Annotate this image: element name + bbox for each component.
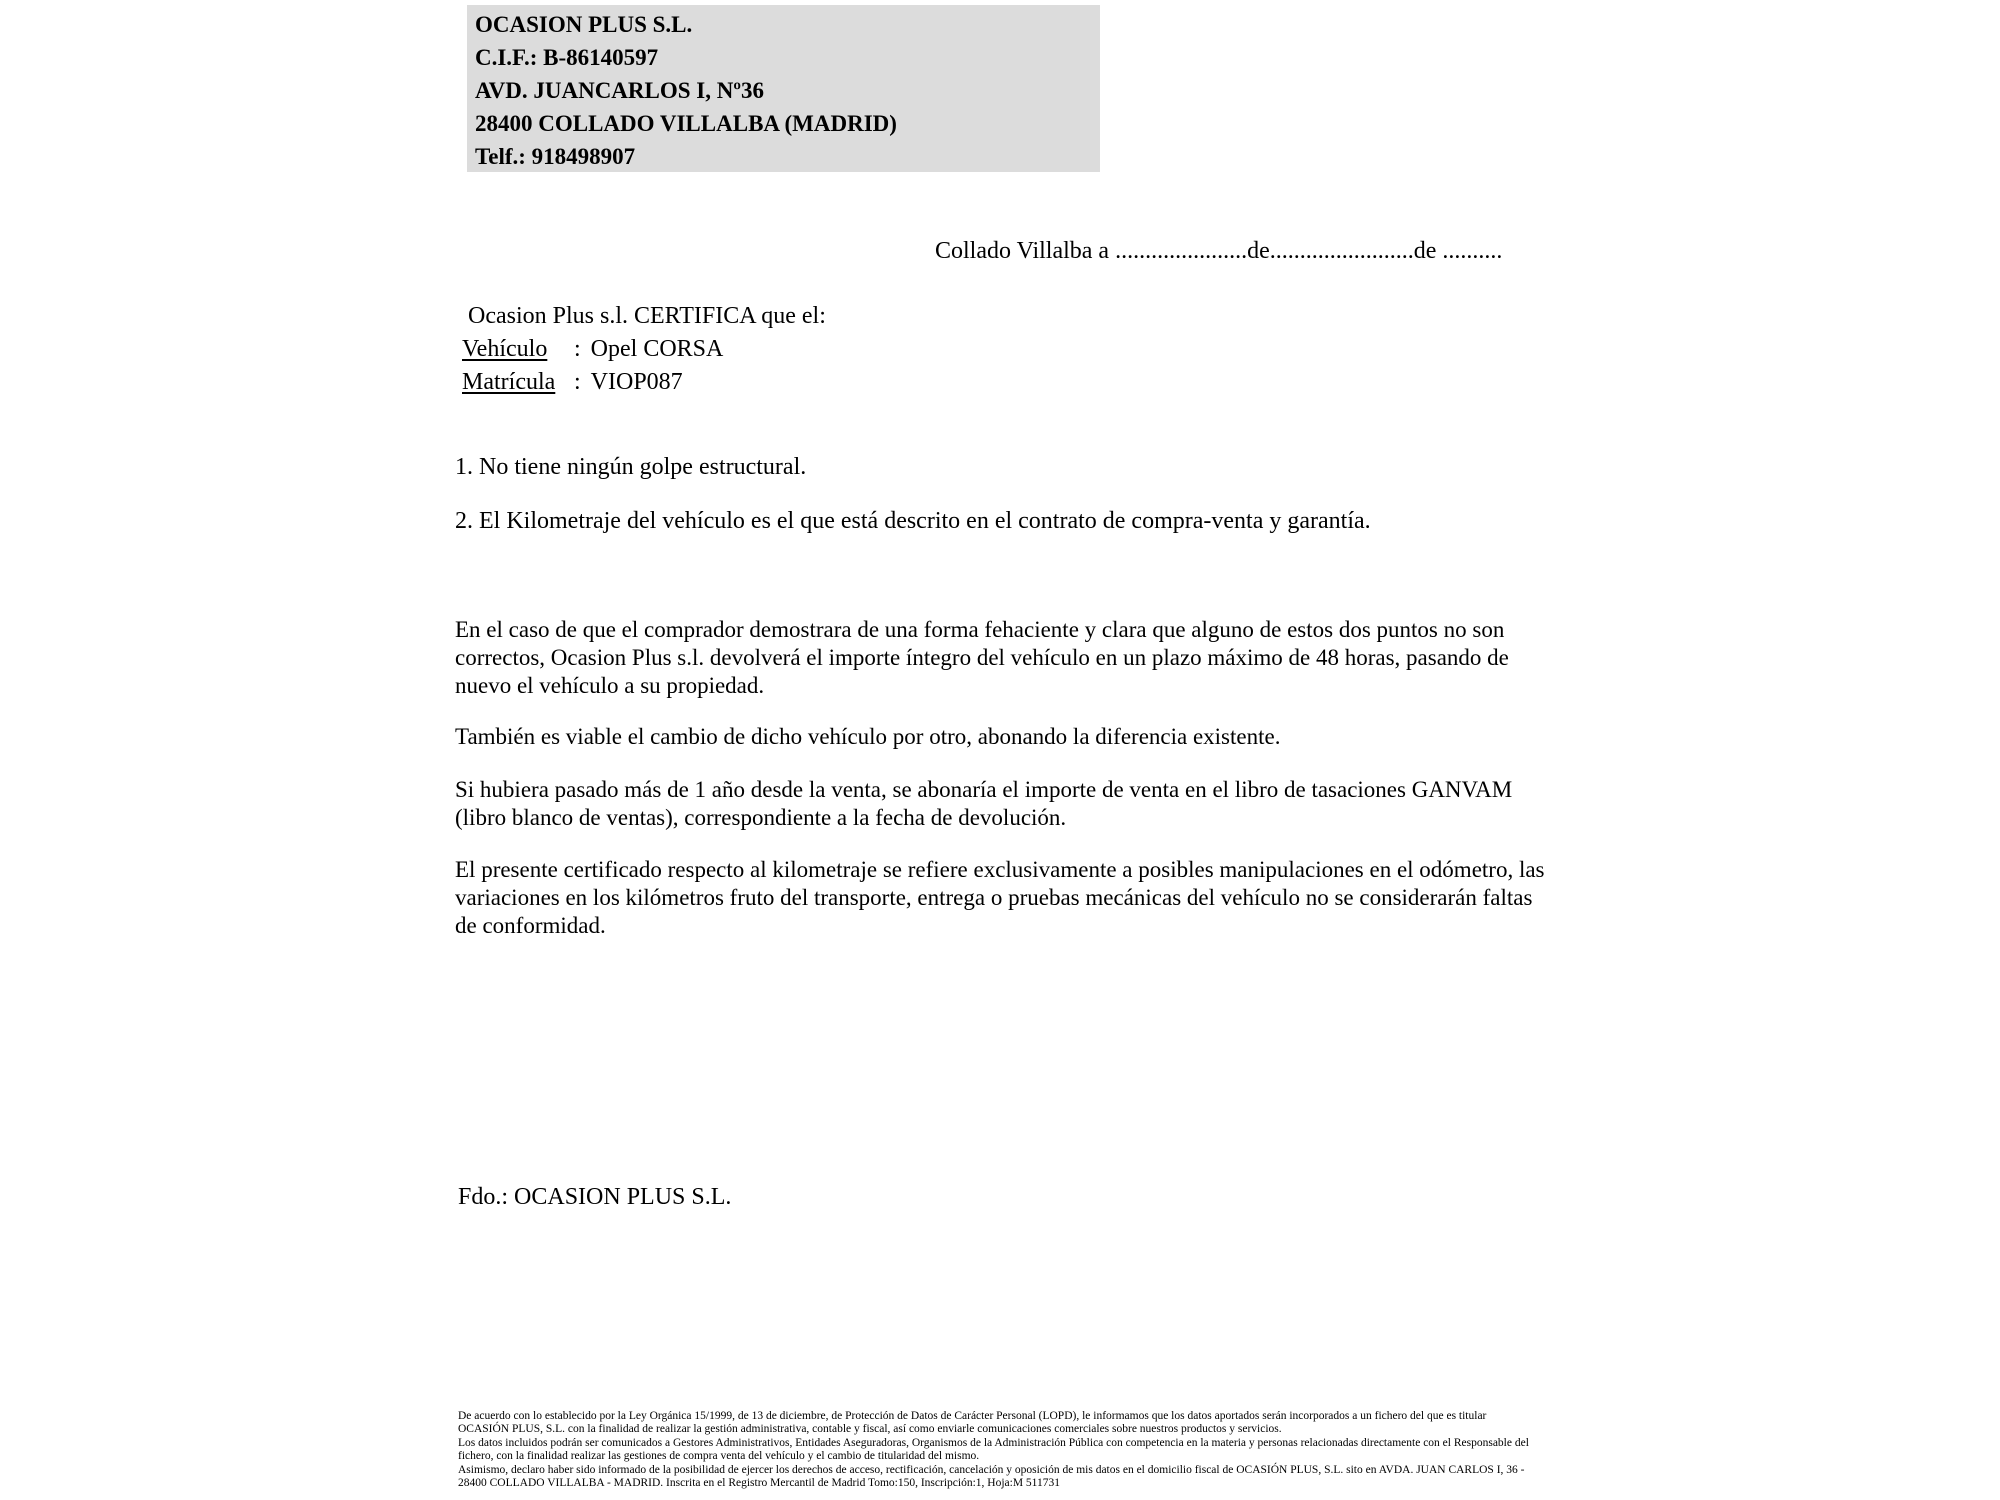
company-name: OCASION PLUS S.L. — [475, 12, 693, 37]
legal-footer-rights: Asimismo, declaro haber sido informado de la posibilidad de ejercer los derechos de acceso, rectificación, cancelación y oposición de mis datos en el domicilio fiscal de OCASIÓN PLUS, S.L. sito en AVDA. JUAN CARLOS I, 36 - 28400 COLLADO VILLALBA - MADRID. Inscrita en el Registro Mercantil de Madrid Tomo:150, Inscripción:1, Hoja:M 511731 — [458, 1463, 1525, 1490]
place-date-line: Collado Villalba a ......................de........................de .......... — [935, 238, 1503, 264]
plate-field-label: Matrícula — [462, 369, 556, 395]
certification-block — [462, 300, 826, 399]
point-2: 2. El Kilometraje del vehículo es el que está descrito en el contrato de compra-venta y garantía. — [455, 508, 1371, 534]
company-cif: C.I.F.: B-86140597 — [475, 45, 659, 70]
vehicle-field-row — [462, 333, 826, 366]
vehicle-field-label: Vehículo — [462, 336, 548, 362]
company-city: 28400 COLLADO VILLALBA (MADRID) — [475, 111, 897, 136]
certification-intro: Ocasion Plus s.l. CERTIFICA que el: — [468, 303, 826, 329]
vehicle-field-value: Opel CORSA — [590, 336, 724, 362]
vehicle-field-separator: : — [574, 336, 581, 362]
paragraph-exchange-clause: También es viable el cambio de dicho vehículo por otro, abonando la diferencia existente. — [455, 724, 1281, 749]
legal-footer-data-sharing: Los datos incluidos podrán ser comunicados a Gestores Administrativos, Entidades Aseguradoras, Organismos de la Administración Pública con competencia en la materia y personas relacionadas directamente con el Responsable del fichero, con la finalidad realizar las gestiones de compra venta del vehículo y el cambio de titularidad del mismo. — [458, 1436, 1529, 1463]
plate-field-separator: : — [574, 369, 581, 395]
plate-field-row — [462, 366, 826, 399]
point-1: 1. No tiene ningún golpe estructural. — [455, 454, 807, 480]
company-phone: Telf.: 918498907 — [475, 144, 636, 169]
company-address: AVD. JUANCARLOS I, Nº36 — [475, 78, 764, 103]
legal-footer — [458, 1410, 1540, 1490]
legal-footer-lopd: De acuerdo con lo establecido por la Ley Orgánica 15/1999, de 13 de diciembre, de Protección de Datos de Carácter Personal (LOPD), le informamos que los datos aportados serán incorporados a un fichero del que es titular OCASIÓN PLUS, S.L. con la finalidad de realizar la gestión administrativa, contable y fiscal, así como enviarle comunicaciones comerciales sobre nuestros productos y servicios. — [458, 1410, 1487, 1436]
paragraph-odometer-clause: El presente certificado respecto al kilometraje se refiere exclusivamente a posibles manipulaciones en el odómetro, las variaciones en los kilómetros fruto del transporte, entrega o pruebas mecánicas del vehículo no se considerarán faltas de conformidad. — [455, 857, 1545, 938]
plate-field-value: VIOP087 — [590, 369, 683, 395]
paragraph-refund-clause: En el caso de que el comprador demostrara de una forma fehaciente y clara que alguno de estos dos puntos no son correctos, Ocasion Plus s.l. devolverá el importe íntegro del vehículo en un plazo máximo de 48 horas, pasando de nuevo el vehículo a su propiedad. — [455, 617, 1509, 698]
company-header-box — [467, 5, 1100, 172]
paragraph-ganvam-clause: Si hubiera pasado más de 1 año desde la venta, se abonaría el importe de venta en el libro de tasaciones GANVAM (libro blanco de ventas), correspondiente a la fecha de devolución. — [455, 777, 1513, 830]
signature-line: Fdo.: OCASION PLUS S.L. — [458, 1184, 732, 1210]
